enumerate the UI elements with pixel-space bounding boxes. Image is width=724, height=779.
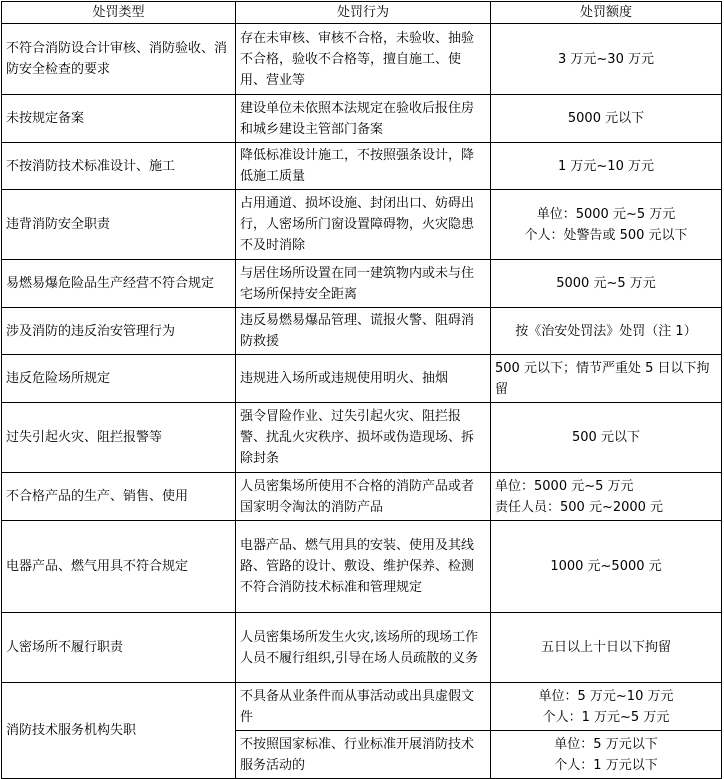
penalty-type: 不符合消防设合计审核、消防验收、消防安全检查的要求	[2, 24, 236, 95]
penalty-behavior: 电器产品、燃气用具的安装、使用及其线路、管路的设计、敷设、维护保养、检测不符合消防技术标准和管理规定	[236, 521, 491, 613]
penalty-behavior: 违反易燃易爆品管理、谎报火警、阻碍消防救援	[236, 308, 491, 355]
penalty-behavior: 与居住场所设置在同一建筑物内或未与住宅场所保持安全距离	[236, 260, 491, 308]
penalty-type: 电器产品、燃气用具不符合规定	[2, 521, 236, 613]
table-row	[2, 308, 722, 355]
table-row	[2, 24, 722, 95]
table-row	[2, 95, 722, 143]
table-row	[2, 403, 722, 473]
table-row	[2, 143, 722, 190]
penalty-type: 涉及消防的违反治安管理行为	[2, 308, 236, 355]
table-row	[2, 683, 722, 731]
table-row	[2, 355, 722, 403]
penalty-amount: 5000 元以下	[491, 95, 722, 143]
penalty-amount: 单位：5000 元~5 万元 个人：处警告或 500 元以下	[491, 190, 722, 260]
penalty-amount: 500 元以下	[491, 403, 722, 473]
penalty-type: 人密场所不履行职责	[2, 613, 236, 683]
table-row	[2, 190, 722, 260]
header-type: 处罚类型	[2, 2, 236, 24]
penalty-behavior: 占用通道、损坏设施、封闭出口、妨碍出行，人密场所门窗设置障碍物，火灾隐患不及时消除	[236, 190, 491, 260]
penalty-amount: 五日以上十日以下拘留	[491, 613, 722, 683]
penalty-behavior: 人员密集场所使用不合格的消防产品或者国家明令淘汰的消防产品	[236, 473, 491, 521]
penalty-amount: 3 万元~30 万元	[491, 24, 722, 95]
penalty-type: 未按规定备案	[2, 95, 236, 143]
penalty-behavior: 不按照国家标准、行业标准开展消防技术服务活动的	[236, 731, 491, 779]
penalty-amount: 单位：5 万元以下 个人：1 万元以下	[491, 731, 722, 779]
header-amount: 处罚额度	[491, 2, 722, 24]
table-row	[2, 260, 722, 308]
penalty-behavior: 强令冒险作业、过失引起火灾、阻拦报警、扰乱火灾秩序、损坏或伪造现场、拆除封条	[236, 403, 491, 473]
penalty-amount: 单位：5000 元~5 万元 责任人员：500 元~2000 元	[491, 473, 722, 521]
table-row	[2, 521, 722, 613]
penalty-behavior: 降低标准设计施工，不按照强条设计，降低施工质量	[236, 143, 491, 190]
header-behavior: 处罚行为	[236, 2, 491, 24]
penalty-type: 过失引起火灾、阻拦报警等	[2, 403, 236, 473]
penalty-type: 消防技术服务机构失职	[2, 683, 236, 779]
penalty-type: 违反危险场所规定	[2, 355, 236, 403]
table-row	[2, 613, 722, 683]
penalty-amount: 按《治安处罚法》处罚（注 1）	[491, 308, 722, 355]
penalty-table	[1, 1, 722, 779]
table-row	[2, 473, 722, 521]
penalty-behavior: 违规进入场所或违规使用明火、抽烟	[236, 355, 491, 403]
header-row	[2, 2, 722, 24]
penalty-behavior: 人员密集场所发生火灾,该场所的现场工作人员不履行组织,引导在场人员疏散的义务	[236, 613, 491, 683]
penalty-amount: 5000 元~5 万元	[491, 260, 722, 308]
penalty-behavior: 不具备从业条件而从事活动或出具虚假文件	[236, 683, 491, 731]
penalty-type: 易燃易爆危险品生产经营不符合规定	[2, 260, 236, 308]
penalty-type: 不按消防技术标准设计、施工	[2, 143, 236, 190]
penalty-amount: 1 万元~10 万元	[491, 143, 722, 190]
penalty-type: 不合格产品的生产、销售、使用	[2, 473, 236, 521]
penalty-behavior: 建设单位未依照本法规定在验收后报住房和城乡建设主管部门备案	[236, 95, 491, 143]
penalty-type: 违背消防安全职责	[2, 190, 236, 260]
penalty-amount: 500 元以下；情节严重处 5 日以下拘留	[491, 355, 722, 403]
penalty-behavior: 存在未审核、审核不合格，未验收、抽验不合格，验收不合格等，擅自施工、使用、营业等	[236, 24, 491, 95]
penalty-amount: 单位：5 万元~10 万元 个人：1 万元~5 万元	[491, 683, 722, 731]
penalty-amount: 1000 元~5000 元	[491, 521, 722, 613]
